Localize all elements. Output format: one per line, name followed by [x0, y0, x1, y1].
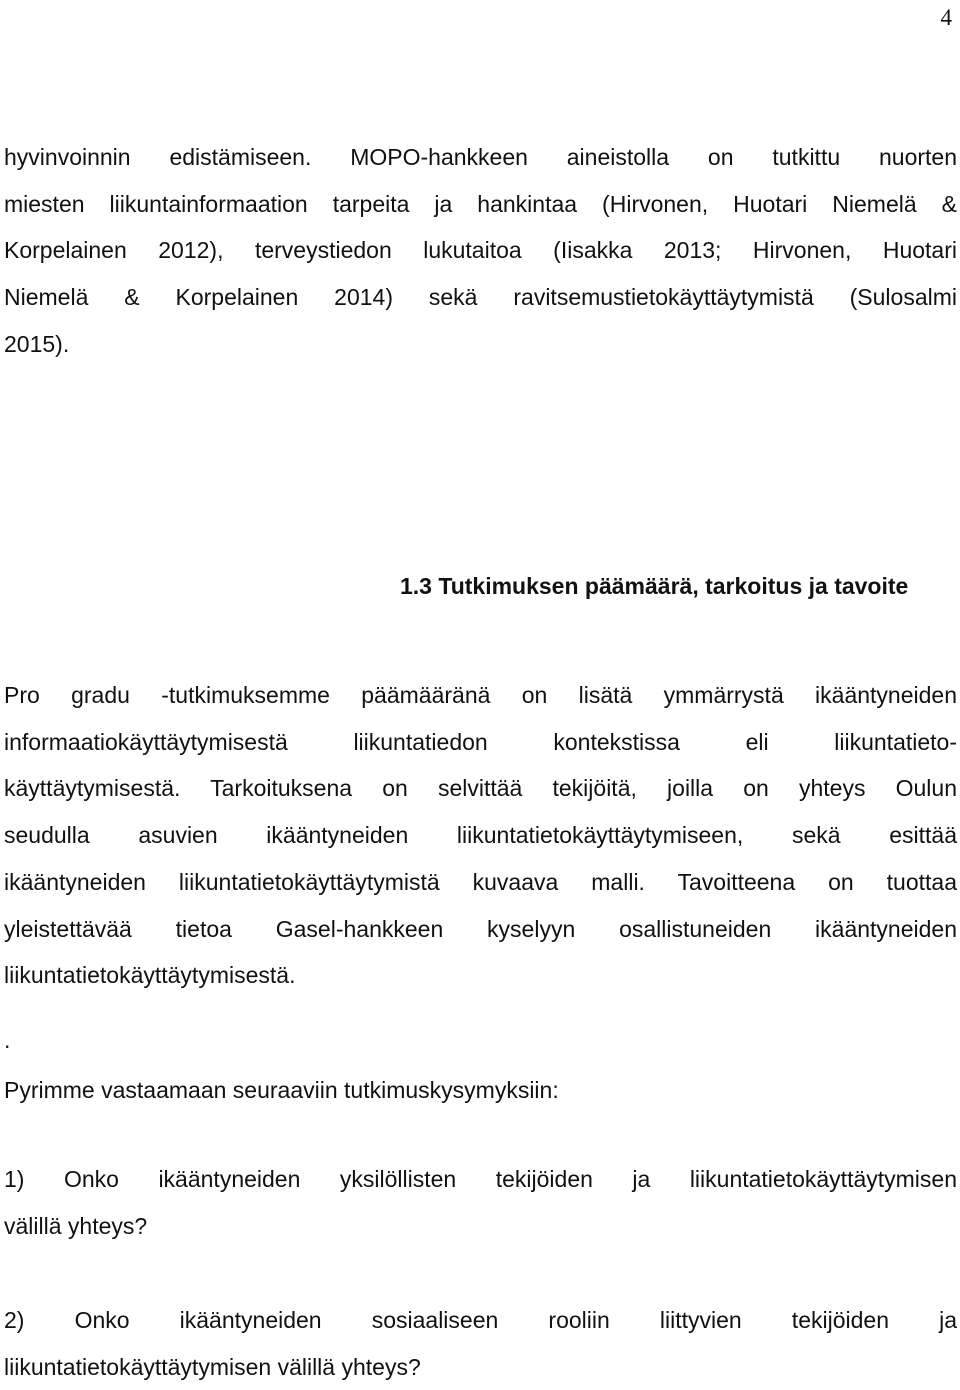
text-line: ikääntyneiden liikuntatietokäyttäytymistä kuvaava malli. Tavoitteena on tuottaa: [4, 868, 957, 895]
text-line: käyttäytymisestä. Tarkoituksena on selvittää tekijöitä, joilla on yhteys Oulun: [4, 775, 957, 802]
text-line: Korpelainen 2012), terveystiedon lukutaitoa (Iisakka 2013; Hirvonen, Huotari: [4, 237, 957, 264]
text-line: 1) Onko ikääntyneiden yksilöllisten tekijöiden ja liikuntatietokäyttäytymisen: [4, 1166, 957, 1192]
text-line: Niemelä & Korpelainen 2014) sekä ravitsemustietokäyttäytymistä (Sulosalmi: [4, 284, 957, 311]
section-heading: 1.3 Tutkimuksen päämäärä, tarkoitus ja tavoite: [400, 573, 909, 599]
text-line: hyvinvoinnin edistämiseen. MOPO-hankkeen aineistolla on tutkittu nuorten: [4, 144, 957, 170]
text-line: informaatiokäyttäytymisestä liikuntatiedon kontekstissa eli liikuntatieto-: [4, 728, 957, 755]
stray-dot: .: [4, 1027, 11, 1053]
text-line: liikuntatietokäyttäytymisen välillä yhteys?: [4, 1353, 421, 1380]
text-line: Pro gradu -tutkimuksemme päämääränä on lisätä ymmärrystä ikääntyneiden: [4, 682, 957, 708]
text-line: liikuntatietokäyttäytymisestä.: [4, 962, 296, 989]
text-line: yleistettävää tietoa Gasel-hankkeen kyselyyn osallistuneiden ikääntyneiden: [4, 915, 957, 942]
page-number: 4: [940, 5, 952, 30]
text-line: 2015).: [4, 330, 70, 357]
research-question-2: [4, 1297, 957, 1390]
paragraph-aim: [4, 672, 957, 999]
text-line: 2) Onko ikääntyneiden sosiaaliseen rooliin liittyvien tekijöiden ja: [4, 1307, 957, 1333]
research-question-1: [4, 1156, 957, 1249]
text-line: seudulla asuvien ikääntyneiden liikuntatietokäyttäytymiseen, sekä esittää: [4, 822, 957, 849]
paragraph-background: [4, 134, 957, 368]
questions-intro: Pyrimme vastaamaan seuraaviin tutkimuskysymyksiin:: [4, 1077, 559, 1103]
text-line: miesten liikuntainformaation tarpeita ja hankintaa (Hirvonen, Huotari Niemelä &: [4, 190, 957, 217]
text-line: välillä yhteys?: [4, 1212, 148, 1239]
